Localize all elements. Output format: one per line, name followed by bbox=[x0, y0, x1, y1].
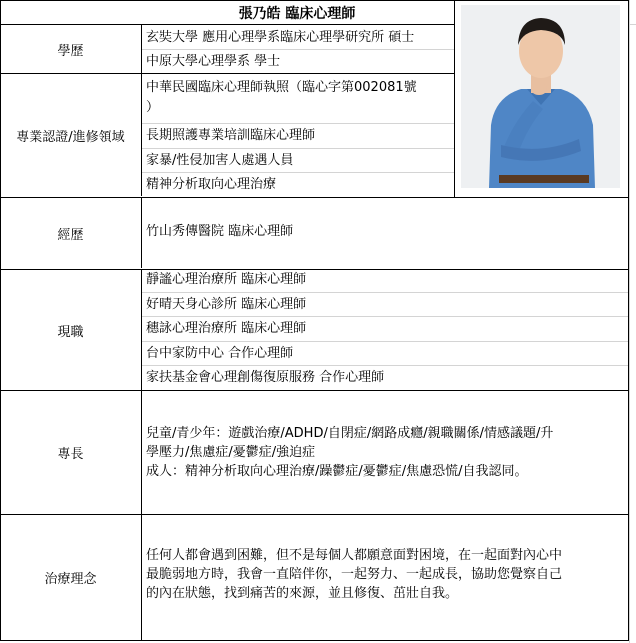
current-item-3: 台中家防中心 合作心理師 bbox=[142, 344, 628, 364]
grid-line bbox=[629, 24, 636, 25]
subrow-divider bbox=[142, 123, 454, 124]
specialty-text bbox=[142, 424, 628, 484]
row-divider bbox=[0, 390, 629, 391]
subrow-divider bbox=[142, 316, 628, 317]
subrow-divider bbox=[142, 172, 454, 173]
certification-item-1: ） bbox=[142, 98, 454, 118]
philosophy-line-2: 的內在狀態，找到痛苦的來源，並且修復、茁壯自我。 bbox=[146, 586, 459, 601]
label-certification: 專業認證/進修領域 bbox=[0, 74, 142, 196]
label-experience: 經歷 bbox=[0, 198, 142, 268]
specialty-line-2: 成人：精神分析取向心理治療/躁鬱症/憂鬱症/焦慮恐慌/自我認同。 bbox=[146, 464, 528, 479]
border-left bbox=[0, 0, 1, 641]
row-divider bbox=[0, 197, 629, 198]
philosophy-line-0: 任何人都會遇到困難，但不是每個人都願意面對困境，在一起面對內心中 bbox=[146, 548, 563, 563]
specialty-line-0: 兒童/青少年：遊戲治療/ADHD/自閉症/網路成癮/親職關係/情感議題/升 bbox=[146, 426, 554, 441]
border-photo-right bbox=[628, 0, 629, 197]
subrow-divider bbox=[142, 341, 628, 342]
grid-line bbox=[629, 0, 630, 643]
row-divider bbox=[0, 73, 455, 74]
subrow-divider bbox=[142, 148, 454, 149]
row-divider bbox=[0, 269, 629, 270]
label-specialty: 專長 bbox=[0, 391, 142, 514]
specialty-line-1: 學壓力/焦慮症/憂鬱症/強迫症 bbox=[146, 445, 316, 460]
row-divider bbox=[0, 514, 629, 515]
portrait-photo bbox=[461, 5, 620, 188]
current-item-0: 靜謐心理治療所 臨床心理師 bbox=[142, 270, 628, 290]
row-divider bbox=[0, 24, 455, 25]
current-item-1: 好晴天身心診所 臨床心理師 bbox=[142, 295, 628, 315]
current-item-2: 穗詠心理治療所 臨床心理師 bbox=[142, 319, 628, 339]
certification-item-2: 長期照護專業培訓臨床心理師 bbox=[142, 126, 454, 146]
certification-item-3: 家暴/性侵加害人處遇人員 bbox=[142, 151, 454, 171]
border-right bbox=[628, 197, 629, 641]
label-education: 學歷 bbox=[0, 25, 142, 73]
label-philosophy: 治療理念 bbox=[0, 515, 142, 640]
label-current: 現職 bbox=[0, 270, 142, 390]
certification-item-4: 精神分析取向心理治療 bbox=[142, 175, 454, 195]
subrow-divider bbox=[142, 292, 628, 293]
current-item-4: 家扶基金會心理創傷復原服務 合作心理師 bbox=[142, 368, 628, 388]
education-item-1: 中原大學心理學系 學士 bbox=[142, 52, 454, 72]
border-top bbox=[0, 0, 629, 1]
page-title: 張乃皓 臨床心理師 bbox=[238, 6, 356, 22]
border-bottom bbox=[0, 640, 629, 641]
experience-item-0: 竹山秀傳醫院 臨床心理師 bbox=[142, 222, 628, 242]
philosophy-text bbox=[142, 546, 628, 606]
philosophy-line-1: 最脆弱地方時，我會一直陪伴你，一起努力、一起成長，協助您覺察自己 bbox=[146, 567, 563, 582]
certification-item-0: 中華民國臨床心理師執照（臨心字第002081號 bbox=[142, 78, 454, 98]
portrait-icon bbox=[461, 5, 620, 188]
subrow-divider bbox=[142, 365, 628, 366]
education-item-0: 玄奘大學 應用心理學系臨床心理學研究所 碩士 bbox=[142, 28, 454, 48]
border-photo-left bbox=[454, 0, 455, 197]
subrow-divider bbox=[142, 49, 454, 50]
